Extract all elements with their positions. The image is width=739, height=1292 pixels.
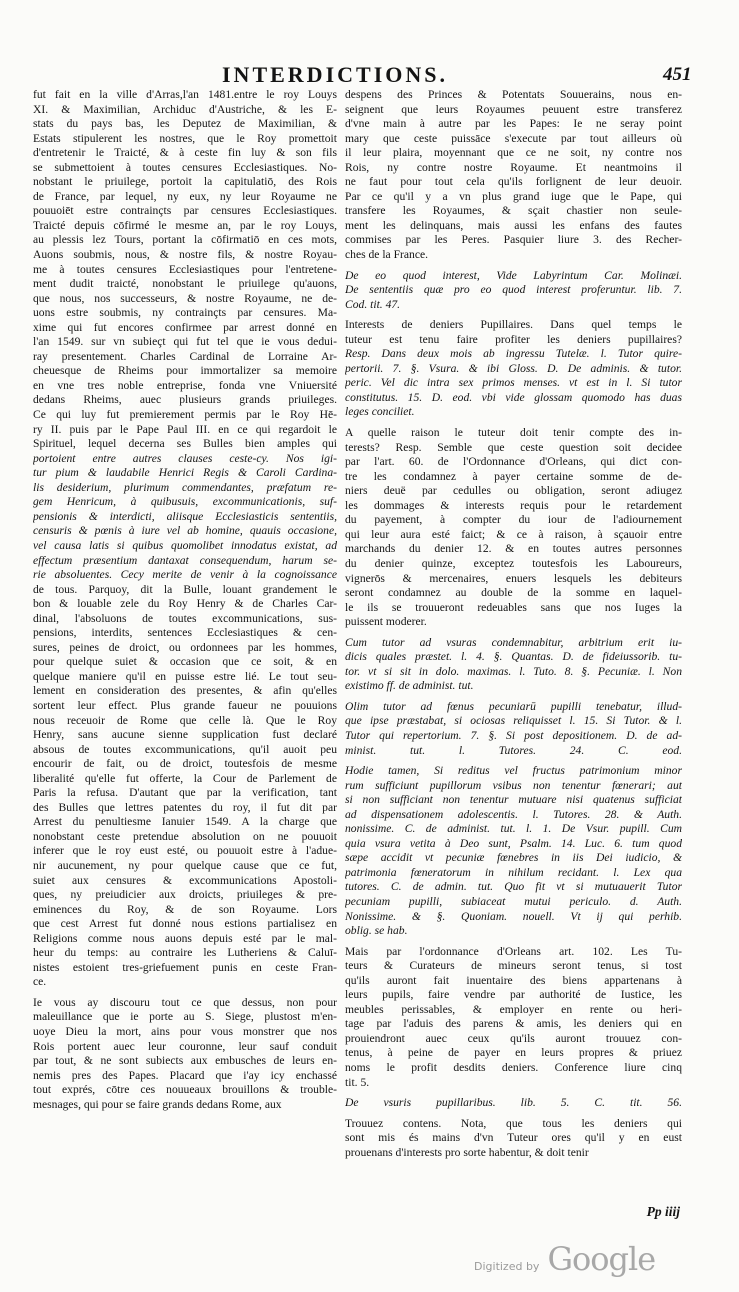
text-line: ment les delinquans, mais aussi les enfans des fautes <box>345 218 682 232</box>
text-line: ques, ny preiudicier aux droicts, priuileges & pre- <box>33 888 337 902</box>
text-line: rie absoluentes. Cecy merite de venir à la cognoissance <box>33 568 337 582</box>
text-line: tout exprés, cōtre ces nouueaux brouillons & trouble- <box>33 1083 337 1097</box>
text-line: nistes estoient tres-griefuement punis en ceste Fran- <box>33 960 337 974</box>
text-line: nemis pres des Papes. Placard que i'ay icy enchassé <box>33 1068 337 1082</box>
text-line: commises par les Peres. Pasquier liure 3. des Recher- <box>345 233 682 247</box>
text-line: ray presentement. Charles Cardinal de Lorraine Ar- <box>33 349 337 363</box>
text-line: despens des Princes & Potentats Souuerains, nous en- <box>345 88 682 101</box>
text-line: terests? Resp. Semble que ceste question soit decidee <box>345 440 682 454</box>
text-line: Hodie tamen, Si reditus vel fructus patrimonium minor <box>345 764 682 778</box>
text-line: existimo ff. de administ. tut. <box>345 679 474 693</box>
text-line: constitutus. 15. D. eod. vbi vide glossam quomodo has duas <box>345 390 682 404</box>
text-line: nobstant le priuilege, portoit la capitulatiō, des Rois <box>33 175 337 189</box>
text-line: ad dispensationem adolescentis. l. Tutores. 28. & Auth. <box>345 807 682 821</box>
text-line: teurs & Curateurs de mineurs seront tenus, si tost <box>345 959 682 973</box>
text-line: effectum præsentium dantaxat consequendum, harum se- <box>33 553 337 567</box>
text-line: prouiendront auec ceux qu'ils auront trouuez con- <box>345 1031 682 1045</box>
text-line: uons estre soubmis, ny contrainçts par censures. Ma- <box>33 306 337 320</box>
text-line: Paris la refusa. D'autant que par la verification, tant <box>33 786 337 800</box>
text-line: les dommages & interests requis pour le retardement <box>345 498 682 512</box>
text-line: niers deuë par cedulles ou obligation, seront adiugez <box>345 484 682 498</box>
text-line: mary que ceste puissāce s'execute par tout ailleurs où <box>345 131 682 145</box>
text-line: pertorii. 7. §. Vsura. & ibi Gloss. D. De adminis. & tutor. <box>345 361 682 375</box>
text-line: par l'art. 60. de l'Ordonnance d'Orleans, qui dict con- <box>345 455 682 469</box>
text-line: tre les condamnez à payer certaine somme de de- <box>345 469 682 483</box>
text-line: prouenans d'interests pro sorte habentur, & doit tenir <box>345 1145 589 1159</box>
text-line: qu'ils auront fait inuentaire des biens appartenans à <box>345 973 682 987</box>
text-line: le ils se trouueront redeuables sans que nos Iuges la <box>345 600 682 614</box>
text-line: sortent leur effect. Plus grande faueur ne pouuions <box>33 698 337 712</box>
signature-mark: Pp iiij <box>646 1204 680 1219</box>
text-line: tage par l'aduis des parens & amis, les deniers qui en <box>345 1017 682 1031</box>
text-line: Auons soubmis, nous, & nostre fils, & nostre Royau- <box>33 248 337 262</box>
text-line: suiet aux censures & excommunications Apostoli- <box>33 873 337 887</box>
text-line: Interests de deniers Pupillaires. Dans quel temps le <box>345 318 682 332</box>
running-title: INTERDICTIONS. <box>222 62 448 87</box>
text-line: Resp. Dans deux mois ab ingressu Tutelæ. l. Tutor quire- <box>345 347 682 361</box>
text-line: sæpe accidit vt pecuniæ fœnebres in iis Dei iudicio, & <box>345 851 682 865</box>
text-line: seignent que leurs Royaumes peuuent estre transferez <box>345 102 682 116</box>
text-line: Tutor qui repertorium. 7. §. Si post depositionem. D. de ad- <box>345 728 682 742</box>
text-line: uoye Dieu la mort, ains pour vous monstrer que nos <box>33 1025 337 1038</box>
text-line: xime qui fut encores confirmee par arrest donné en <box>33 320 337 334</box>
text-line: nonobstant ceste pretendue absolution on ne pouuoit <box>33 829 337 843</box>
text-line: du denier quinze, exceptez toutesfois les Laboureurs, <box>345 556 682 570</box>
text-line: Mais par l'ordonnance d'Orleans art. 102. Les Tu- <box>345 944 682 958</box>
text-line: Ce qui luy fut premierement permis par le Roy Hē- <box>33 408 337 422</box>
text-line: que ipse præstabat, si ociosas reliquisset l. 15. Si Tutor. & l. <box>345 714 682 728</box>
text-line: fut fait en la ville d'Arras,l'an 1481.entre le roy Louys <box>33 88 337 101</box>
text-line: ne faut pour tout cela qu'ils forlignent de leur deuoir. <box>345 175 682 189</box>
digitized-watermark <box>474 1240 724 1280</box>
text-line: marchands du denier 12. & en toutes autres personnes <box>345 542 682 556</box>
text-line: A quelle raison le tuteur doit tenir compte des in- <box>345 426 682 440</box>
text-line: minist. tut. l. Tutores. 24. C. eod. <box>345 743 682 757</box>
text-line: que cest Arrest fut donné nous estions partialisez en <box>33 917 337 931</box>
text-line: heur du temps: au contraire les Lutheriens & Caluī- <box>33 946 337 960</box>
text-line: me à toutes censures Ecclesiastiques pour l'entretene- <box>33 262 337 276</box>
text-line: De eo quod interest, Vide Labyrintum Car. Molinæi. <box>345 268 682 282</box>
text-line: quelque maniere qu'il en puisse estre lié. Le tout seu- <box>33 669 337 683</box>
text-line: en vne tres noble entreprise, fonda vne Vniuersité <box>33 378 337 392</box>
text-line: nonissime. C. de administ. tut. l. 1. De Vsur. pupill. Cum <box>345 822 682 836</box>
text-line: peric. Vel dic intra sex primos menses. vt est in l. Si tutor <box>345 376 682 390</box>
text-line: sont mis és mains d'vn Tuteur ores qu'il y en eust <box>345 1131 682 1145</box>
text-line: nir aucunement, ny pour quelque cause que ce fut, <box>33 858 337 872</box>
page-header <box>0 62 739 88</box>
text-line: stats du pays bas, les Deputez de Maximilian, & <box>33 117 337 131</box>
text-line: puissent moderer. <box>345 615 427 629</box>
text-line: maleuillance que ie porte au S. Siege, plustost m'en- <box>33 1010 337 1024</box>
text-line: qui leur aura esté faict; & ce à raison, à sçauoir entre <box>345 527 682 541</box>
text-line: Ie vous ay discouru tout ce que dessus, non pour <box>33 995 337 1009</box>
text-line: ment dudit traicté, nonobstant le priuilege qu'auons, <box>33 277 337 291</box>
text-line: vignerōs & mercenaires, enuers lesquels les debiteurs <box>345 571 682 585</box>
text-line: lis desiderium, plurimum commendantes, præfatum re- <box>33 480 337 494</box>
text-line: dicis quales præstet. l. 4. §. Quantas. D. de fideiussorib. tu- <box>345 650 682 664</box>
text-line: Spirituel, lequel decerna ses Bulles bien amples qui <box>33 437 337 451</box>
text-line: tur pium & laudabile Henrici Regis & Caroli Cardina- <box>33 466 337 480</box>
text-line: au plessis lez Tours, portant la cōfirmatiō en ces mots, <box>33 233 337 247</box>
text-line: pecuniam pupilli, subiaceat mutui periculo. d. Auth. <box>345 894 682 908</box>
watermark-caption: Digitized by <box>474 1260 540 1273</box>
text-line: leges conciliet. <box>345 405 415 419</box>
text-line: si non sufficiant non tenentur mutuare nisi quatenus sufficiat <box>345 793 682 807</box>
text-line: l'an 1549. sur vn subieçt qui fut tel que ie vous dedui- <box>33 335 337 349</box>
text-line: pouuoiēt estre contrainçts par censures Ecclesiastiques. <box>33 204 337 218</box>
text-line: d'vne main à autre par les Papes: Ie ne seray point <box>345 117 682 131</box>
text-line: meubles perissables, & employer en rente ou heri- <box>345 1002 682 1016</box>
text-line: pensionis & interdicti, aliisque Ecclesiasticis sententiis, <box>33 509 337 523</box>
text-line: transfere les Royaumes, & sçait chastier non seule- <box>345 204 682 218</box>
text-line: XI. & Maximilian, Archiduc d'Austriche, & les E- <box>33 102 337 116</box>
text-line: Rois, ny contre nostre Royaume. Et neantmoins il <box>345 160 682 174</box>
text-line: Par ce qu'il y a vn plus grand iuge que le Pape, qui <box>345 189 682 203</box>
text-line: absous de toutes excommunications, qu'il auoit peu <box>33 742 337 756</box>
text-line: Olim tutor ad fœnus pecuniarū pupilli tenebatur, illud- <box>345 699 682 713</box>
text-line: il leur plaira, moyennant que ce ne soit, ny contre nos <box>345 146 682 160</box>
text-line: des Bulles que lettres patentes du roy, il fut dit par <box>33 800 337 814</box>
text-line: ry II. puis par le Pape Paul III. en ce qui regardoit le <box>33 422 337 436</box>
text-line: leurs pupils, faire vendre par authorité de Iustice, les <box>345 988 682 1002</box>
text-line: encourir de fait, ou de droict, toutesfois de mesme <box>33 757 337 771</box>
text-line: que nous, nos successeurs, & nostre Royaume, ne de- <box>33 291 337 305</box>
text-line: Traicté depuis cōfirmé le mesme an, par le roy Louys, <box>33 218 337 232</box>
text-line: De sententiis quæ pro eo quod interest proferuntur. lib. 7. <box>345 283 682 297</box>
text-line: censuris & pœnis à iure vel ab homine, quauis occasione, <box>33 524 337 538</box>
text-line: Religions comme nous auons depuis esté par le mal- <box>33 931 337 945</box>
text-line: quia vsura vetita à Deo sunt, Psalm. 14. Luc. 6. tum quod <box>345 836 682 850</box>
text-line: Trouuez contens. Nota, que tous les deniers qui <box>345 1116 682 1130</box>
text-line: Henry, sans aucune sienne supplication fust declaré <box>33 728 337 742</box>
text-line: Cod. tit. 47. <box>345 297 401 311</box>
text-line: gem Henricum, à quibusuis, excommunicationis, suf- <box>33 495 337 509</box>
google-logo: Google <box>547 1240 656 1278</box>
text-line: tor. vt si sit in dolo. maximas. l. Tuto. 8. §. Pecuniæ. l. Non <box>345 664 682 678</box>
text-line: Nonissime. & §. Quoniam. nouell. Vt ij qui perhib. <box>345 909 682 923</box>
text-line: de France, par lequel, ny eux, ny leur Royaume ne <box>33 189 337 203</box>
text-line: dinal, l'absoluons de toutes excommunications, sus- <box>33 611 337 625</box>
text-line: liberalité qu'elle fut offerte, la Cour de Parlement de <box>33 771 337 785</box>
text-line: sures, peines de droict, ou ordonnees par les hommes, <box>33 640 337 654</box>
text-line: par tout, & ne sont subiects aux embusches de leurs en- <box>33 1054 337 1068</box>
text-line: Cum tutor ad vsuras condemnabitur, arbitrium erit iu- <box>345 635 682 649</box>
text-line: mesnages, qui pour se faire grands dedans Rome, aux <box>33 1097 282 1111</box>
text-line: seront condamnez au double de la somme en laquel- <box>345 586 682 600</box>
text-line: cheuesque de Rheims pour immortalizer sa memoire <box>33 364 337 378</box>
text-line: portoient entre autres clauses ceste-cy. Nos igi- <box>33 451 337 465</box>
text-line: nous receuoir de Rome que celle là. Que le Roy <box>33 713 337 727</box>
text-line: Estats stipulerent les nostres, que le Roy promettoit <box>33 131 337 145</box>
text-line: lement en consideration des presentes, & afin qu'elles <box>33 684 337 698</box>
text-line: bon & louable zele du Roy Henry & de Charles Car- <box>33 597 337 611</box>
text-line: tenus, à peine de payer en leurs propres & priuez <box>345 1046 682 1060</box>
text-line: De vsuris pupillaribus. lib. 5. C. tit. 56. <box>345 1096 682 1110</box>
text-line: oblig. se hab. <box>345 924 408 938</box>
text-line: rum sufficiunt pupillorum vsibus non tenentur fœnerari; aut <box>345 778 682 792</box>
text-line: d'entretenir le Traicté, & à ceste fin luy & son fils <box>33 146 337 160</box>
text-line: Rois portent auec leur couronne, leur sauf conduit <box>33 1039 337 1053</box>
text-line: se submettoient à toutes censures Ecclesiastiques. No- <box>33 160 337 174</box>
text-line: noms le profit desdits deniers. Conference liure cinq <box>345 1061 682 1074</box>
text-line: ce. <box>33 975 47 989</box>
right-text-column <box>345 88 682 1160</box>
text-line: tuteur est tenu faire profiter les deniers pupillaires? <box>345 332 682 346</box>
text-line: ches de la France. <box>345 248 429 262</box>
text-line: Arrest du penultiesme Ianuier 1549. A la charge que <box>33 815 337 829</box>
text-line: patrimonia fœneratorum in nihilum recidant. l. Lex qua <box>345 865 682 879</box>
text-line: du payement, à compter du iour de l'adiournement <box>345 513 682 527</box>
text-line: pour quelque suiet & occasion que ce soit, & en <box>33 655 337 669</box>
text-line: vel causa latis si quibus quomolibet innodatus existat, ad <box>33 538 337 552</box>
left-text-column <box>33 88 337 1112</box>
text-line: de tous. Parquoy, dit la Bulle, louant grandement le <box>33 582 337 596</box>
text-line: pensions, interdits, sentences Ecclesiastiques & cen- <box>33 626 337 640</box>
text-line: dedans Rheims, auec plusieurs grands priuileges. <box>33 393 337 407</box>
text-line: inferer que le roy eust esté, ou pouuoit estre à l'adue- <box>33 844 337 858</box>
text-line: eminences du Roy, & de son Royaume. Lors <box>33 902 337 916</box>
page-number: 451 <box>663 64 692 85</box>
text-line: tutores. C. de admin. tut. Quo fit vt si mutuauerit Tutor <box>345 880 682 894</box>
text-line: tit. 5. <box>345 1075 370 1089</box>
